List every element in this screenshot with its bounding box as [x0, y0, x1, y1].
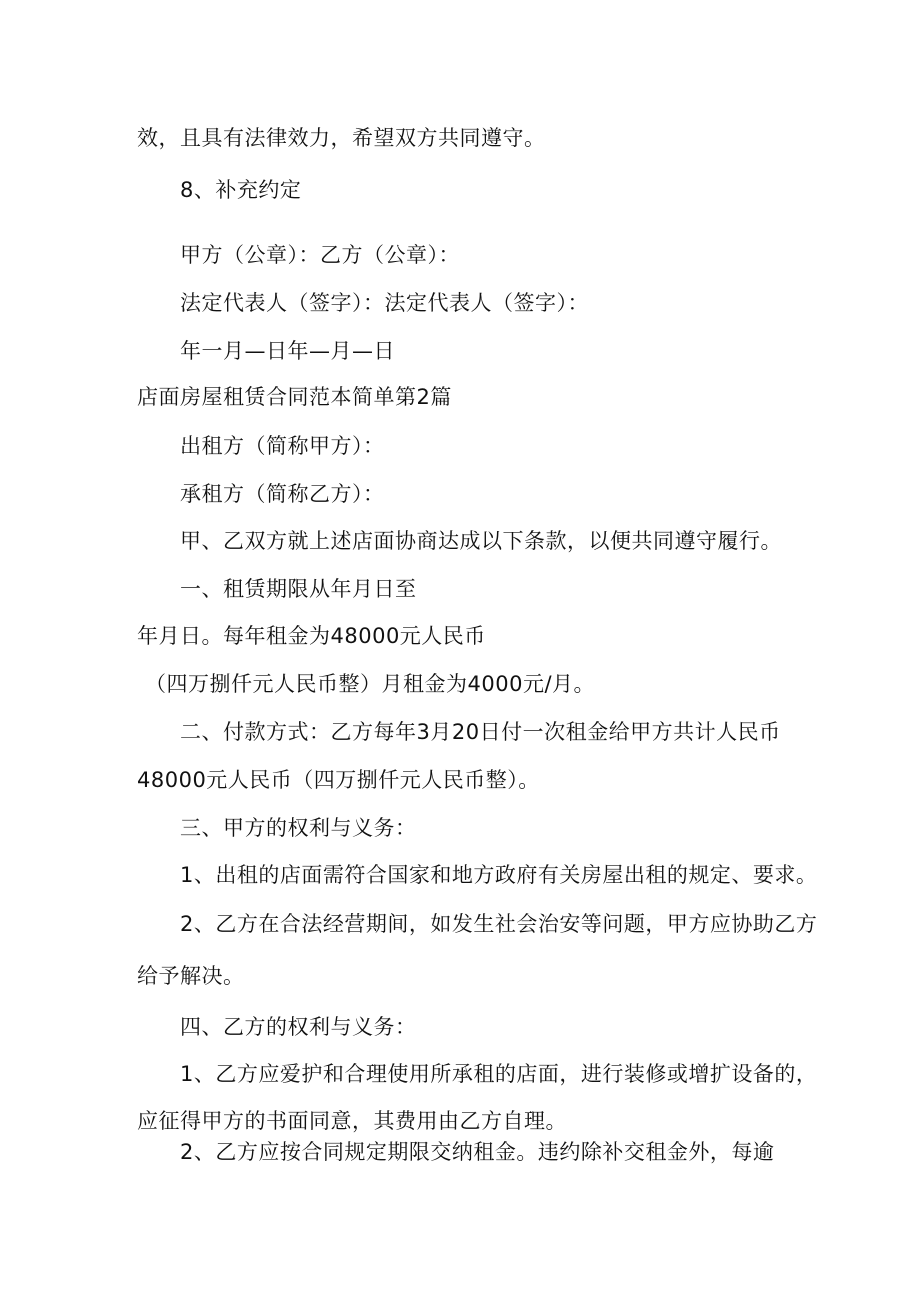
text-line-8: 承租方（简称乙方）：: [180, 482, 385, 506]
text-line-21: 应征得甲方的书面同意，其费用由乙方自理。: [137, 1109, 567, 1133]
text-line-12: （四万捌仟元人民币整）月租金为4000元/月。: [145, 672, 596, 696]
text-line-17: 2、乙方在合法经营期间，如发生社会治安等问题，甲方应协助乙方: [180, 912, 818, 936]
text-line-2: 8、补充约定: [180, 178, 302, 202]
text-line-13: 二、付款方式：乙方每年3月20日付一次租金给甲方共计人民币: [180, 720, 781, 744]
text-line-5: 年一月—日年—月—日: [180, 339, 395, 363]
text-line-4: 法定代表人（签字）：法定代表人（签字）：: [180, 291, 589, 315]
text-line-9: 甲、乙双方就上述店面协商达成以下条款，以便共同遵守履行。: [180, 529, 782, 553]
text-line-16: 1、出租的店面需符合国家和地方政府有关房屋出租的规定、要求。: [180, 863, 818, 887]
text-line-19: 四、乙方的权利与义务：: [180, 1015, 417, 1039]
text-line-14: 48000元人民币（四万捌仟元人民币整）。: [137, 768, 540, 792]
text-line-1: 效，且具有法律效力，希望双方共同遵守。: [137, 126, 546, 150]
text-line-11: 年月日。每年租金为48000元人民币: [137, 624, 486, 648]
text-line-18: 给予解决。: [137, 964, 245, 988]
text-line-20: 1、乙方应爱护和合理使用所承租的店面，进行装修或增扩设备的，: [180, 1062, 818, 1086]
text-line-7: 出租方（简称甲方）：: [180, 434, 385, 458]
text-line-3: 甲方（公章）：乙方（公章）：: [180, 243, 460, 267]
text-line-15: 三、甲方的权利与义务：: [180, 816, 417, 840]
text-line-6: 店面房屋租赁合同范本简单第2篇: [137, 385, 452, 409]
text-line-22: 2、乙方应按合同规定期限交纳租金。违约除补交租金外，每逾: [180, 1140, 775, 1164]
text-line-10: 一、租赁期限从年月日至: [180, 577, 417, 601]
